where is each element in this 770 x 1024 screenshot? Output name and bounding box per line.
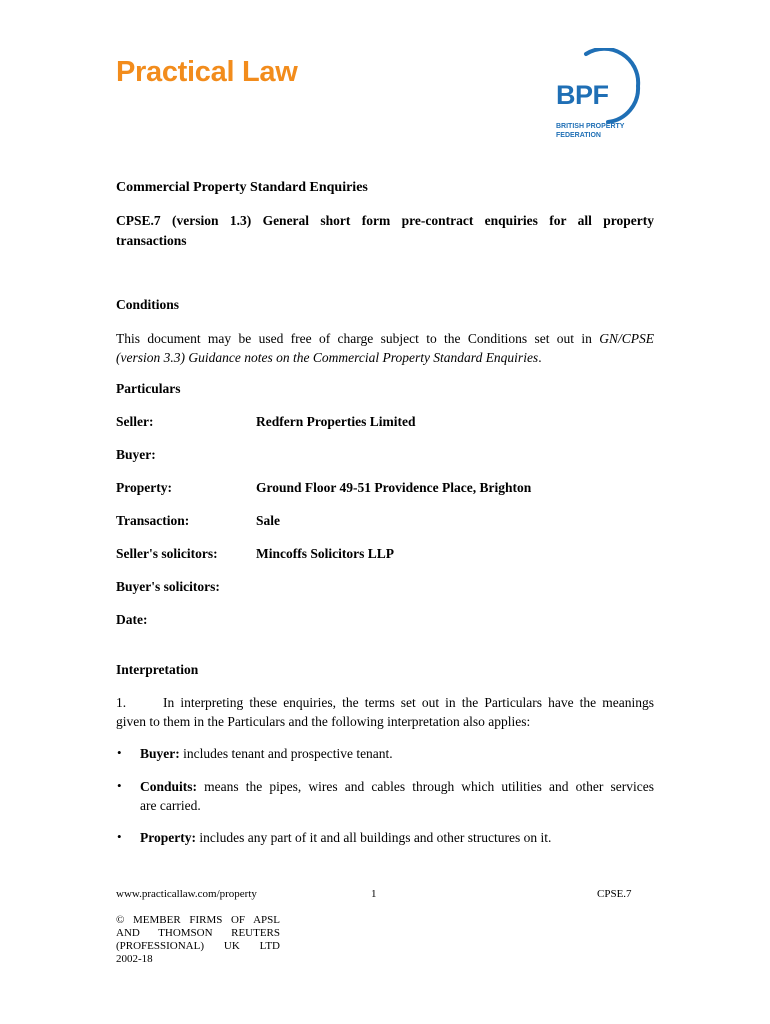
bullet-icon: • [117,778,122,793]
bullet-conduits-line1: Conduits: means the pipes, wires and cables through which utilities and other services [140,779,654,794]
particulars-value-sellers-solicitors: Mincoffs Solicitors LLP [256,546,394,561]
interpretation-para-line1: In interpreting these enquiries, the terms set out in the Particulars have the meanings [163,695,654,710]
bpf-logo [548,48,648,148]
interpretation-para-line2: given to them in the Particulars and the following interpretation also applies: [116,714,531,729]
particulars-label-buyer: Buyer: [116,447,156,462]
particulars-label-sellers-solicitors: Seller's solicitors: [116,546,218,561]
particulars-value-property: Ground Floor 49-51 Providence Place, Brighton [256,480,532,495]
conditions-line1: This document may be used free of charge subject to the Conditions set out in GN/CPSE [116,331,654,346]
particulars-label-date: Date: [116,612,148,627]
footer-copyright: © MEMBER FIRMS OF APSL AND THOMSON REUTERS (PROFESSIONAL) UK LTD 2002-18 [116,914,280,965]
bpf-letters: BPF [556,80,609,110]
particulars-label-seller: Seller: [116,414,154,429]
document-subtitle-line1: CPSE.7 (version 1.3) General short form pre-contract enquiries for all property [116,213,654,228]
particulars-heading: Particulars [116,381,181,396]
particulars-label-transaction: Transaction: [116,513,190,528]
practical-law-logo: Practical Law [116,56,298,88]
bullet-property: Property: includes any part of it and all buildings and other structures on it. [140,830,552,845]
particulars-label-buyers-solicitors: Buyer's solicitors: [116,579,220,594]
bullet-icon: • [117,745,122,760]
bpf-subtitle: BRITISH PROPERTY FEDERATION [556,123,625,139]
footer-page-number: 1 [371,888,377,900]
particulars-value-transaction: Sale [256,513,281,528]
bullet-icon: • [117,829,122,844]
bullet-conduits-line2: are carried. [140,798,201,813]
particulars-value-seller: Redfern Properties Limited [256,414,416,429]
bullet-buyer: Buyer: includes tenant and prospective tenant. [140,746,393,761]
conditions-line2: (version 3.3) Guidance notes on the Commercial Property Standard Enquiries. [116,350,542,365]
particulars-label-property: Property: [116,480,172,495]
document-title: Commercial Property Standard Enquiries [116,180,368,195]
interpretation-para-number: 1. [116,695,127,710]
document-subtitle-line2: transactions [116,233,187,248]
conditions-heading: Conditions [116,297,180,312]
footer-document-code: CPSE.7 [597,888,632,900]
footer-url: www.practicallaw.com/property [116,888,257,900]
interpretation-heading: Interpretation [116,662,199,677]
